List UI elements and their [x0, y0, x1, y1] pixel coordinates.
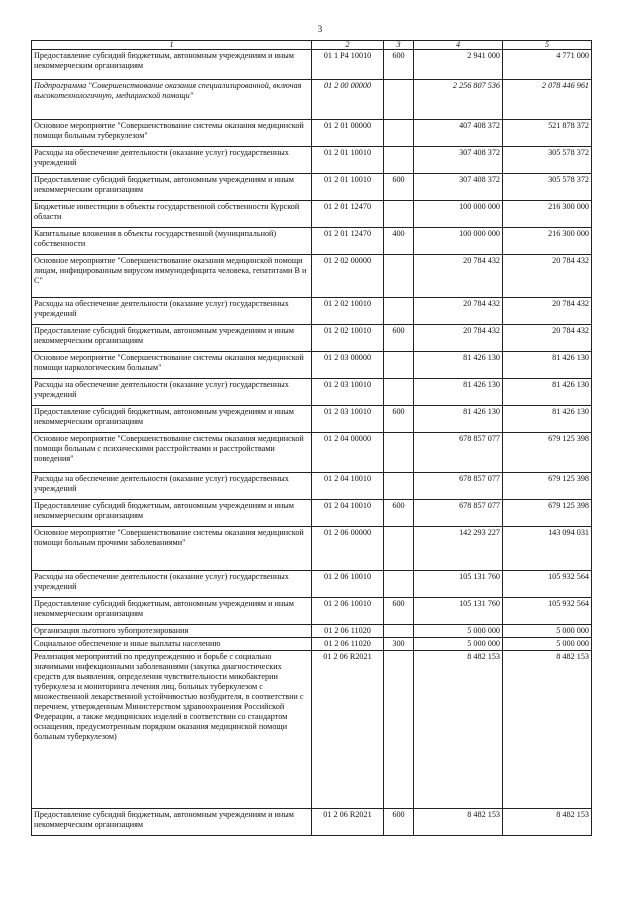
row-amount-year-2: 216 300 000 — [503, 201, 592, 228]
row-name: Бюджетные инвестиции в объекты государственной собственности Курской области — [32, 201, 312, 228]
row-amount-year-1: 678 857 077 — [414, 473, 503, 500]
row-code: 01 2 01 12470 — [312, 201, 384, 228]
row-expense-type — [384, 298, 414, 325]
row-expense-type: 600 — [384, 809, 414, 836]
row-expense-type: 600 — [384, 406, 414, 433]
header-col-2: 2 — [312, 41, 384, 50]
row-amount-year-1: 81 426 130 — [414, 406, 503, 433]
row-amount-year-1: 8 482 153 — [414, 651, 503, 809]
row-expense-type — [384, 527, 414, 571]
row-name: Предоставление субсидий бюджетным, автономным учреждениям и иным некоммерческим организациям — [32, 174, 312, 201]
table-row — [32, 120, 592, 147]
row-code: 01 2 01 10010 — [312, 174, 384, 201]
table-row — [32, 147, 592, 174]
row-amount-year-1: 5 000 000 — [414, 638, 503, 651]
row-amount-year-2: 679 125 398 — [503, 433, 592, 473]
row-code: 01 2 06 R2021 — [312, 651, 384, 809]
row-expense-type — [384, 379, 414, 406]
table-row — [32, 406, 592, 433]
row-amount-year-2: 5 000 000 — [503, 638, 592, 651]
row-name: Подпрограмма "Совершенствование оказания специализированной, включая высокотехнологичную, медицинской помощи" — [32, 80, 312, 120]
row-name: Основное мероприятие "Совершенствование оказания медицинской помощи лицам, инфицированным вирусом иммунодефицита человека, гепатитами В и С" — [32, 255, 312, 298]
row-amount-year-2: 679 125 398 — [503, 500, 592, 527]
table-row — [32, 527, 592, 571]
row-amount-year-2: 20 784 432 — [503, 298, 592, 325]
table-row — [32, 228, 592, 255]
header-row — [32, 41, 592, 50]
row-name: Организация льготного зубопротезирования — [32, 625, 312, 638]
row-code: 01 2 02 10010 — [312, 325, 384, 352]
header-col-1: 1 — [32, 41, 312, 50]
row-amount-year-2: 4 771 000 — [503, 50, 592, 80]
row-amount-year-2: 8 482 153 — [503, 651, 592, 809]
table-row — [32, 598, 592, 625]
row-code: 01 2 06 R2021 — [312, 809, 384, 836]
table-row — [32, 500, 592, 527]
row-amount-year-1: 81 426 130 — [414, 352, 503, 379]
table-row — [32, 651, 592, 809]
row-name: Предоставление субсидий бюджетным, автономным учреждениям и иным некоммерческим организациям — [32, 325, 312, 352]
row-expense-type: 600 — [384, 598, 414, 625]
header-col-5: 5 — [503, 41, 592, 50]
table-row — [32, 174, 592, 201]
row-code: 01 2 01 00000 — [312, 120, 384, 147]
row-amount-year-2: 8 482 153 — [503, 809, 592, 836]
row-amount-year-2: 81 426 130 — [503, 379, 592, 406]
table-row — [32, 433, 592, 473]
row-name: Капитальные вложения в объекты государственной (муниципальной) собственности — [32, 228, 312, 255]
row-amount-year-2: 105 932 564 — [503, 598, 592, 625]
row-amount-year-2: 105 932 564 — [503, 571, 592, 598]
table-row — [32, 638, 592, 651]
table-row — [32, 473, 592, 500]
row-expense-type — [384, 255, 414, 298]
row-amount-year-1: 105 131 760 — [414, 598, 503, 625]
row-amount-year-2: 20 784 432 — [503, 325, 592, 352]
table-row — [32, 379, 592, 406]
row-amount-year-2: 305 578 372 — [503, 147, 592, 174]
row-code: 01 2 00 00000 — [312, 80, 384, 120]
row-code: 01 2 02 00000 — [312, 255, 384, 298]
row-expense-type — [384, 80, 414, 120]
row-expense-type — [384, 201, 414, 228]
row-expense-type: 600 — [384, 50, 414, 80]
row-code: 01 2 03 10010 — [312, 406, 384, 433]
row-amount-year-1: 100 000 000 — [414, 228, 503, 255]
row-code: 01 2 03 10010 — [312, 379, 384, 406]
row-amount-year-1: 407 408 372 — [414, 120, 503, 147]
row-code: 01 2 02 10010 — [312, 298, 384, 325]
row-amount-year-1: 81 426 130 — [414, 379, 503, 406]
table-row — [32, 625, 592, 638]
row-name: Расходы на обеспечение деятельности (оказание услуг) государственных учреждений — [32, 379, 312, 406]
row-amount-year-1: 307 408 372 — [414, 174, 503, 201]
row-amount-year-2: 20 784 432 — [503, 255, 592, 298]
row-name: Основное мероприятие "Совершенствование системы оказания медицинской помощи больным прочими заболеваниями" — [32, 527, 312, 571]
row-name: Предоставление субсидий бюджетным, автономным учреждениям и иным некоммерческим организациям — [32, 500, 312, 527]
row-name: Основное мероприятие "Совершенствование системы оказания медицинской помощи больным туберкулезом" — [32, 120, 312, 147]
header-col-4: 4 — [414, 41, 503, 50]
row-amount-year-1: 105 131 760 — [414, 571, 503, 598]
row-amount-year-2: 216 300 000 — [503, 228, 592, 255]
row-amount-year-1: 5 000 000 — [414, 625, 503, 638]
row-name: Расходы на обеспечение деятельности (оказание услуг) государственных учреждений — [32, 571, 312, 598]
row-amount-year-1: 678 857 077 — [414, 500, 503, 527]
row-name: Расходы на обеспечение деятельности (оказание услуг) государственных учреждений — [32, 473, 312, 500]
row-amount-year-2: 81 426 130 — [503, 352, 592, 379]
row-amount-year-2: 143 094 031 — [503, 527, 592, 571]
row-amount-year-1: 20 784 432 — [414, 325, 503, 352]
row-expense-type: 600 — [384, 325, 414, 352]
row-amount-year-1: 20 784 432 — [414, 298, 503, 325]
row-expense-type — [384, 651, 414, 809]
table-row — [32, 352, 592, 379]
row-amount-year-2: 81 426 130 — [503, 406, 592, 433]
table-row — [32, 571, 592, 598]
page-number: 3 — [317, 24, 323, 34]
table-row — [32, 325, 592, 352]
row-expense-type — [384, 571, 414, 598]
row-amount-year-1: 307 408 372 — [414, 147, 503, 174]
row-expense-type — [384, 352, 414, 379]
table-row — [32, 50, 592, 80]
row-name: Предоставление субсидий бюджетным, автономным учреждениям и иным некоммерческим организациям — [32, 406, 312, 433]
row-expense-type: 600 — [384, 174, 414, 201]
row-amount-year-1: 2 941 000 — [414, 50, 503, 80]
row-amount-year-2: 679 125 398 — [503, 473, 592, 500]
row-code: 01 2 06 11020 — [312, 625, 384, 638]
row-code: 01 2 04 10010 — [312, 500, 384, 527]
row-code: 01 2 06 10010 — [312, 598, 384, 625]
table-row — [32, 80, 592, 120]
row-expense-type: 600 — [384, 500, 414, 527]
row-amount-year-1: 2 256 807 536 — [414, 80, 503, 120]
row-expense-type: 400 — [384, 228, 414, 255]
row-name: Предоставление субсидий бюджетным, автономным учреждениям и иным некоммерческим организациям — [32, 50, 312, 80]
row-amount-year-2: 305 578 372 — [503, 174, 592, 201]
row-expense-type — [384, 433, 414, 473]
row-amount-year-2: 5 000 000 — [503, 625, 592, 638]
row-amount-year-1: 678 857 077 — [414, 433, 503, 473]
row-expense-type — [384, 120, 414, 147]
budget-table — [31, 40, 592, 836]
row-amount-year-1: 100 000 000 — [414, 201, 503, 228]
row-amount-year-2: 521 878 372 — [503, 120, 592, 147]
row-name: Основное мероприятие "Совершенствование системы оказания медицинской помощи наркологическим больным" — [32, 352, 312, 379]
row-amount-year-1: 8 482 153 — [414, 809, 503, 836]
row-name: Реализация мероприятий по предупреждению и борьбе с социально значимыми инфекционными заболеваниями (закупка диагностических средств для выявления, определения чувствительности микобактерии туберкулеза и мониторинга лечения лиц, больных туберкулезом с множественной лекарственной устойчивостью возбудителя, в соответствии с перечнем, утвержденным Министерством здравоохранения Российской Федерации, а также медицинских изделий в соответствии со стандартом оснащения, предусмотренным порядком оказания медицинской помощи больным туберкулезом) — [32, 651, 312, 809]
row-code: 01 2 06 11020 — [312, 638, 384, 651]
row-code: 01 2 01 10010 — [312, 147, 384, 174]
row-expense-type — [384, 473, 414, 500]
row-code: 01 1 Р4 10010 — [312, 50, 384, 80]
row-code: 01 2 01 12470 — [312, 228, 384, 255]
row-code: 01 2 06 10010 — [312, 571, 384, 598]
table-row — [32, 809, 592, 836]
row-code: 01 2 04 00000 — [312, 433, 384, 473]
row-name: Основное мероприятие "Совершенствование системы оказания медицинской помощи больным с психическими расстройствами и расстройствами поведения" — [32, 433, 312, 473]
header-col-3: 3 — [384, 41, 414, 50]
row-expense-type: 300 — [384, 638, 414, 651]
row-code: 01 2 03 00000 — [312, 352, 384, 379]
table-row — [32, 201, 592, 228]
row-name: Предоставление субсидий бюджетным, автономным учреждениям и иным некоммерческим организациям — [32, 598, 312, 625]
row-expense-type — [384, 147, 414, 174]
row-amount-year-2: 2 078 446 961 — [503, 80, 592, 120]
table-row — [32, 298, 592, 325]
table-row — [32, 255, 592, 298]
row-name: Расходы на обеспечение деятельности (оказание услуг) государственных учреждений — [32, 147, 312, 174]
row-expense-type — [384, 625, 414, 638]
row-name: Предоставление субсидий бюджетным, автономным учреждениям и иным некоммерческим организациям — [32, 809, 312, 836]
row-code: 01 2 06 00000 — [312, 527, 384, 571]
row-amount-year-1: 20 784 432 — [414, 255, 503, 298]
row-name: Социальное обеспечение и иные выплаты населению — [32, 638, 312, 651]
row-code: 01 2 04 10010 — [312, 473, 384, 500]
row-name: Расходы на обеспечение деятельности (оказание услуг) государственных учреждений — [32, 298, 312, 325]
row-amount-year-1: 142 293 227 — [414, 527, 503, 571]
